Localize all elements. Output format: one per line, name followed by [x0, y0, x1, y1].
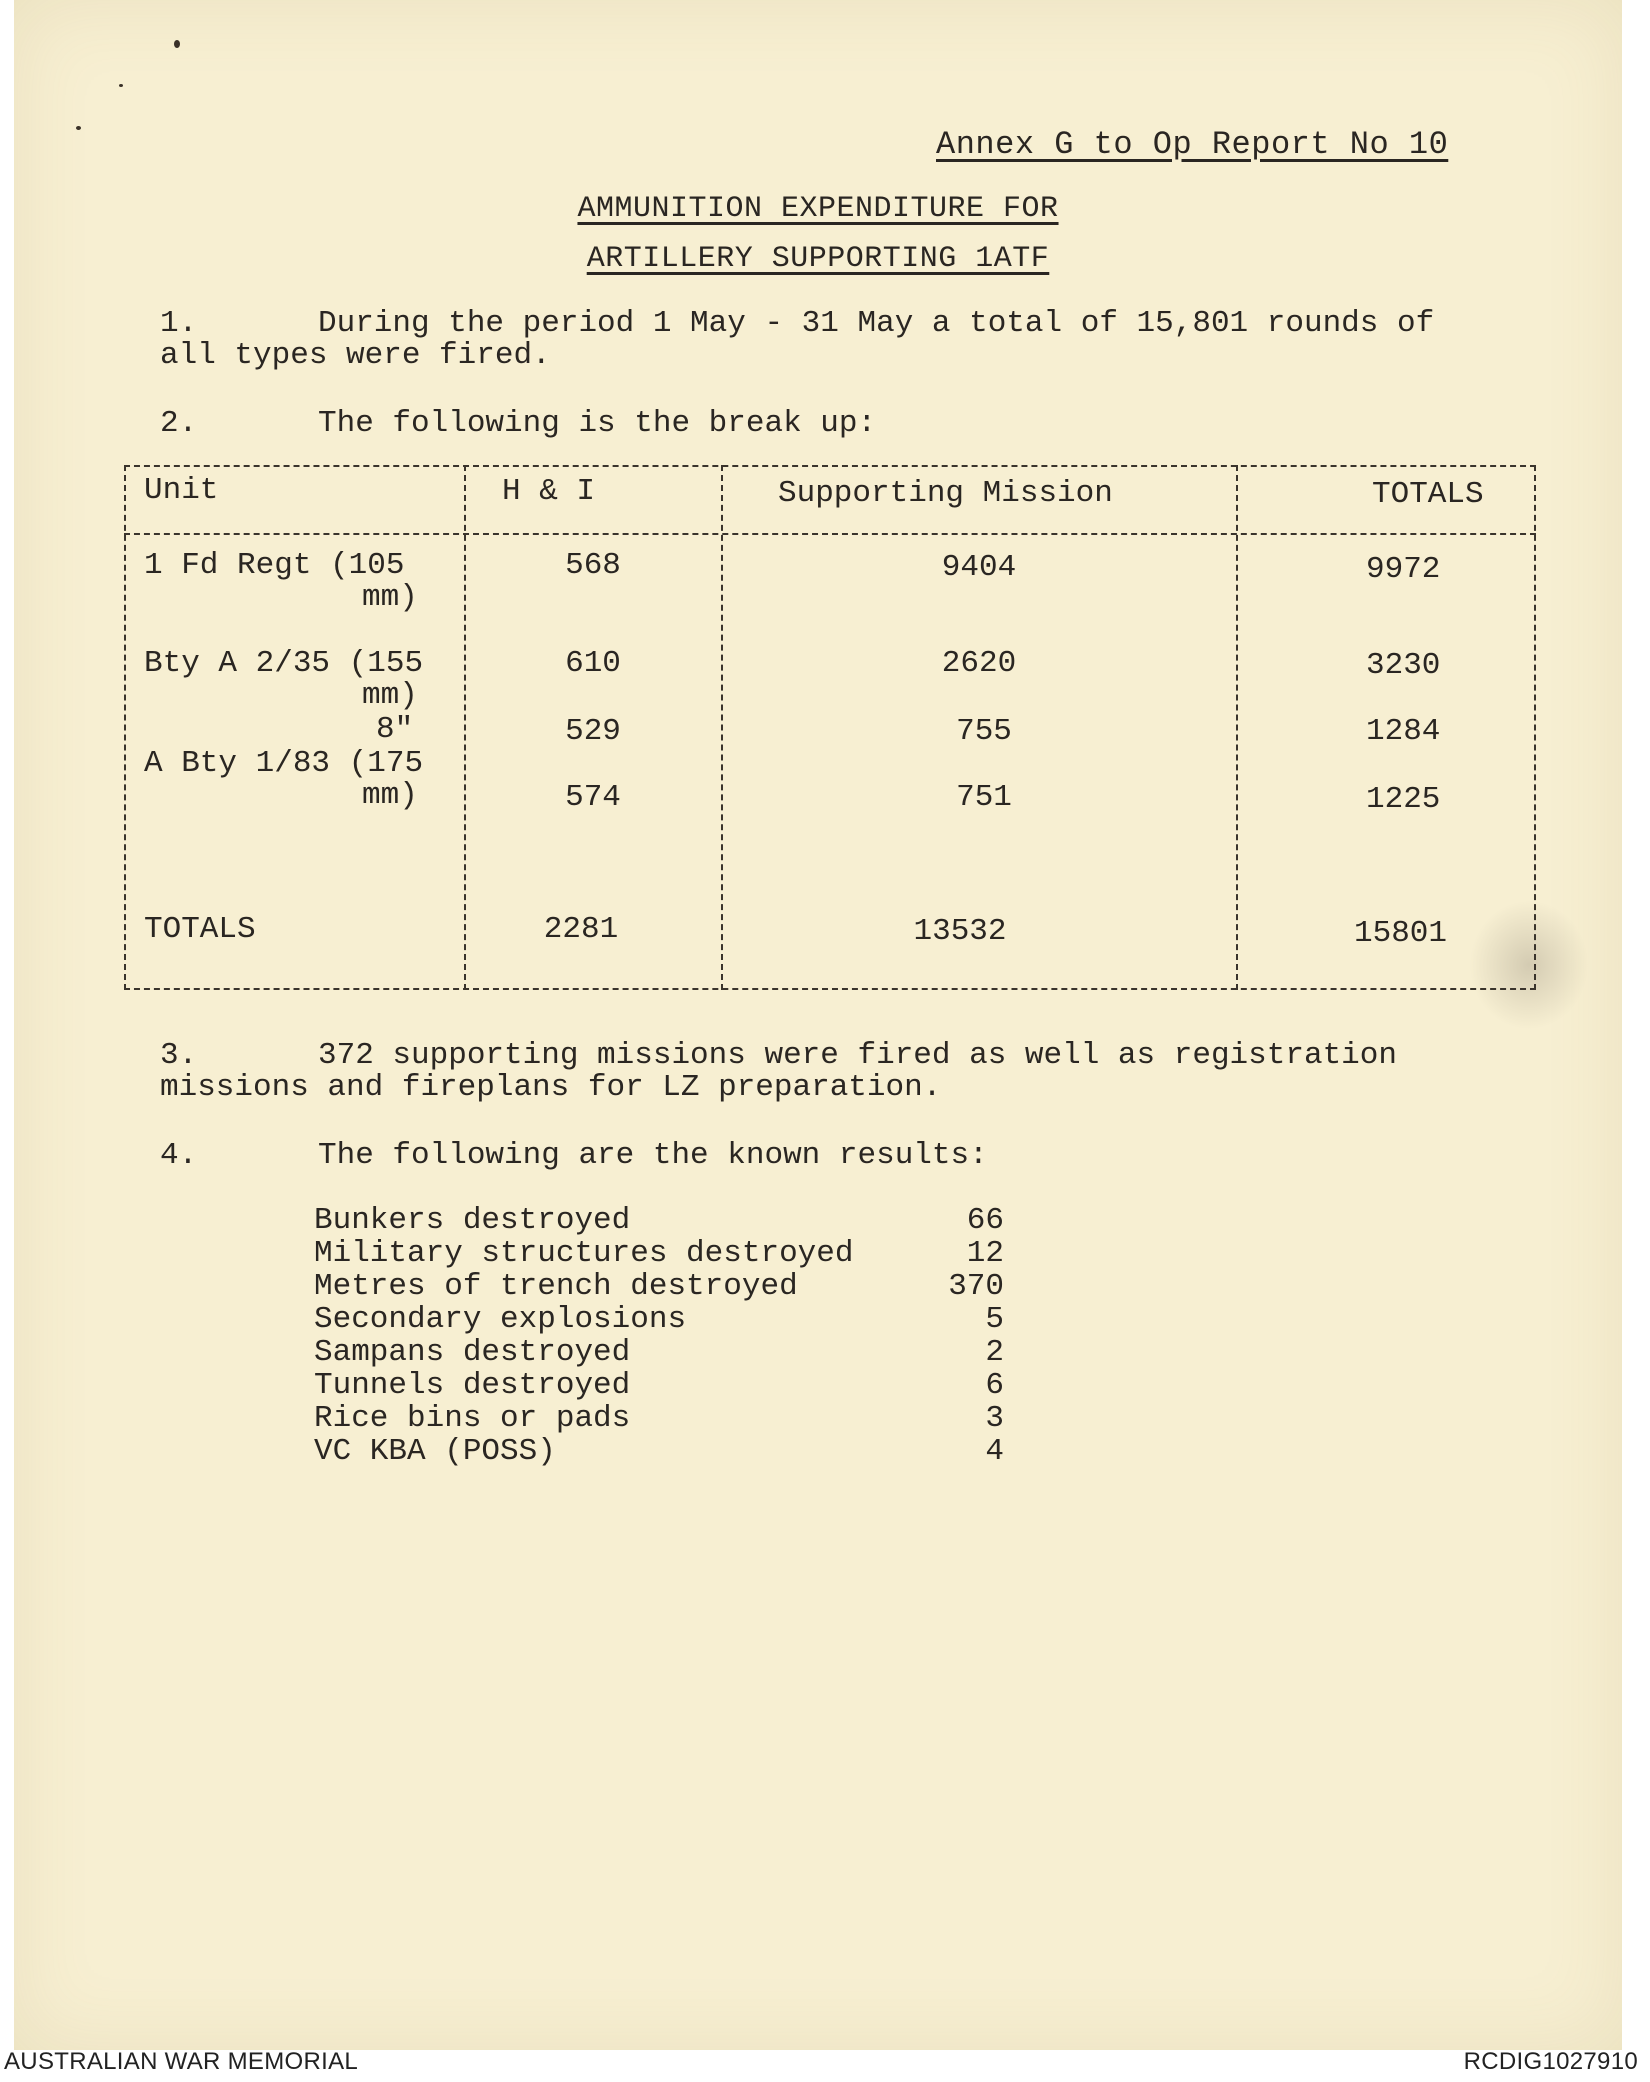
table-cell-total: 9972 [1366, 552, 1441, 587]
unit-label: A Bty 1/83 (175 [144, 746, 424, 781]
paragraph-number: 2. [160, 406, 198, 441]
table-cell-hi: 610 [565, 646, 621, 681]
list-item [314, 1303, 1004, 1336]
list-item [314, 1336, 1004, 1369]
table-cell-total: 1225 [1366, 782, 1441, 817]
result-label: Tunnels destroyed [314, 1368, 631, 1403]
result-label: Bunkers destroyed [314, 1203, 631, 1238]
table-cell-supporting: 9404 [941, 550, 1017, 585]
table-header-hi: H & I [502, 474, 596, 509]
result-value: 2 [985, 1335, 1004, 1370]
archive-reference-id: RCDIG1027910 [1463, 2048, 1638, 2075]
table-cell-supporting: 2620 [941, 646, 1017, 681]
table-cell-hi: 529 [565, 714, 621, 749]
list-item [314, 1435, 1004, 1468]
unit-label: Bty A 2/35 (155 [144, 646, 424, 681]
results-list [314, 1204, 1004, 1468]
table-cell-total: 3230 [1366, 648, 1441, 683]
paragraph-2 [160, 408, 876, 440]
paragraph-text: The following are the known results: [318, 1138, 988, 1173]
list-item [314, 1369, 1004, 1402]
list-item [314, 1270, 1004, 1303]
table-cell-total: 1284 [1366, 714, 1441, 749]
table-total-hi: 2281 [543, 912, 619, 947]
ink-speck [76, 126, 81, 130]
result-label: Secondary explosions [314, 1302, 687, 1337]
result-label: Sampans destroyed [314, 1335, 631, 1370]
paragraph-text: 372 supporting missions were fired as well as registration [318, 1038, 1397, 1073]
table-header-unit: Unit [144, 473, 219, 508]
table-header-divider [124, 533, 1536, 535]
document-title-line2: ARTILLERY SUPPORTING 1ATF [586, 242, 1050, 276]
paragraph-number: 3. [160, 1038, 198, 1073]
paragraph-number: 4. [160, 1138, 198, 1173]
result-value: 5 [985, 1302, 1004, 1337]
table-cell-hi: 568 [565, 548, 621, 583]
paragraph-text: missions and fireplans for LZ preparation. [160, 1070, 942, 1105]
result-label: Military structures destroyed [314, 1236, 854, 1271]
paragraph-text: all types were fired. [160, 338, 551, 373]
result-label: Metres of trench destroyed [314, 1269, 798, 1304]
document-page [14, 0, 1622, 2050]
result-value: 370 [948, 1269, 1004, 1304]
table-row-unit [144, 748, 423, 812]
table-cell-hi: 574 [565, 780, 621, 815]
paragraph-text: During the period 1 May - 31 May a total of 15,801 rounds of [318, 306, 1435, 341]
list-item [314, 1204, 1004, 1237]
paragraph-text: The following is the break up: [318, 406, 877, 441]
table-total-supporting: 13532 [913, 914, 1007, 949]
paragraph-3 [160, 1040, 1397, 1104]
list-item [314, 1402, 1004, 1435]
result-value: 12 [966, 1236, 1004, 1271]
result-value: 4 [985, 1434, 1004, 1469]
ink-speck [174, 40, 180, 48]
result-value: 66 [966, 1203, 1004, 1238]
ink-speck [119, 84, 123, 87]
unit-label: 1 Fd Regt (105 [144, 548, 405, 583]
annex-heading: Annex G to Op Report No 10 [936, 126, 1449, 163]
table-cell-supporting: 755 [956, 714, 1012, 749]
table-row-unit [144, 550, 418, 614]
result-label: Rice bins or pads [314, 1401, 631, 1436]
paragraph-number: 1. [160, 306, 198, 341]
unit-label: 8" [376, 712, 414, 747]
paragraph-4 [160, 1140, 988, 1172]
archive-credit: AUSTRALIAN WAR MEMORIAL [4, 2048, 359, 2075]
table-totals-label: TOTALS [144, 912, 256, 947]
table-header-supporting: Supporting Mission [778, 476, 1113, 511]
result-value: 3 [985, 1401, 1004, 1436]
result-value: 6 [985, 1368, 1004, 1403]
unit-label-caliber: mm) [362, 778, 418, 813]
table-cell-supporting: 751 [956, 780, 1012, 815]
unit-label-caliber: mm) [362, 580, 418, 615]
unit-label-caliber: mm) [362, 678, 418, 713]
list-item [314, 1237, 1004, 1270]
paragraph-1 [160, 308, 1434, 372]
result-label: VC KBA (POSS) [314, 1434, 556, 1469]
table-total-grand: 15801 [1354, 916, 1448, 951]
document-title-line1: AMMUNITION EXPENDITURE FOR [577, 192, 1059, 226]
table-row-unit [144, 648, 423, 712]
table-header-totals: TOTALS [1372, 477, 1484, 512]
